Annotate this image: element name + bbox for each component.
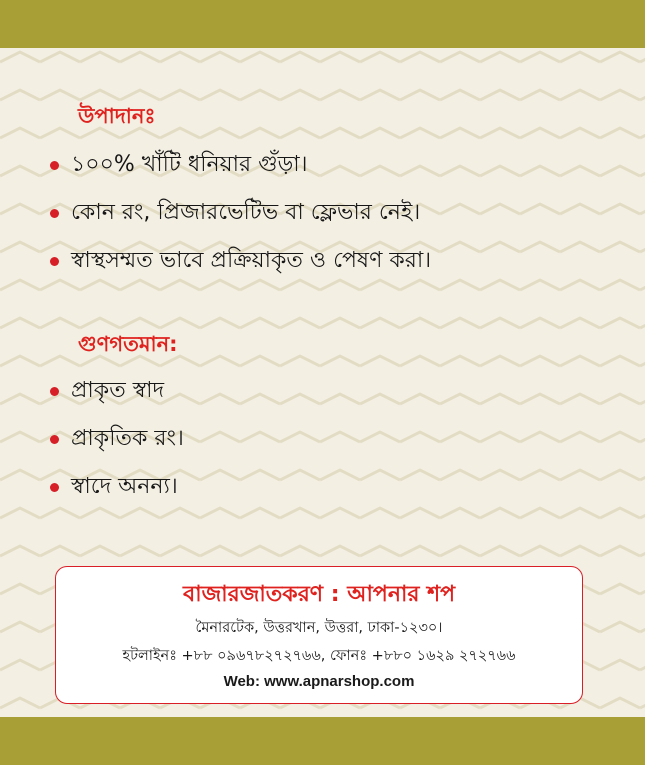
top-olive-band xyxy=(0,0,645,48)
ingredients-heading: উপাদানঃ xyxy=(78,104,156,128)
address-line: মৈনারটেক, উত্তরখান, উত্তরা, ঢাকা-১২৩০। xyxy=(195,620,443,636)
quality-item xyxy=(50,421,184,458)
ingredient-item-text: স্বাস্থসম্মত ভাবে প্রক্রিয়াকৃত ও পেষণ করা। xyxy=(71,248,432,273)
bullet-icon xyxy=(50,257,59,266)
ingredient-item xyxy=(50,243,431,280)
ingredient-item xyxy=(50,195,420,232)
ingredient-item-text: ১০০% খাঁটি ধনিয়ার গুঁড়া। xyxy=(71,152,308,177)
quality-item-text: স্বাদে অনন্য। xyxy=(71,474,178,499)
bullet-icon xyxy=(50,209,59,218)
bottom-olive-band xyxy=(0,717,645,765)
quality-item-text: প্রাকৃতিক রং। xyxy=(71,426,184,451)
ingredient-item-text: কোন রং, প্রিজারভেটিভ বা ফ্লেভার নেই। xyxy=(71,200,421,225)
contact-line: হটলাইনঃ +৮৮ ০৯৬৭৮২৭২৭৬৬, ফোনঃ +৮৮০ ১৬২৯ ২৭২৭৬৬ xyxy=(122,648,516,664)
bullet-icon xyxy=(50,387,59,396)
marketing-title: বাজারজাতকরণ : আপনার শপ xyxy=(182,582,456,607)
bullet-icon xyxy=(50,161,59,170)
website-line: Web: www.apnarshop.com xyxy=(223,673,415,690)
content-area xyxy=(0,48,645,717)
quality-item xyxy=(50,373,164,410)
quality-item xyxy=(50,469,178,506)
ingredient-item xyxy=(50,147,308,184)
quality-heading: গুণগতমান: xyxy=(78,332,178,356)
quality-item-text: প্রাকৃত স্বাদ xyxy=(71,378,165,403)
bullet-icon xyxy=(50,483,59,492)
marketing-info-box xyxy=(55,566,583,704)
bullet-icon xyxy=(50,435,59,444)
